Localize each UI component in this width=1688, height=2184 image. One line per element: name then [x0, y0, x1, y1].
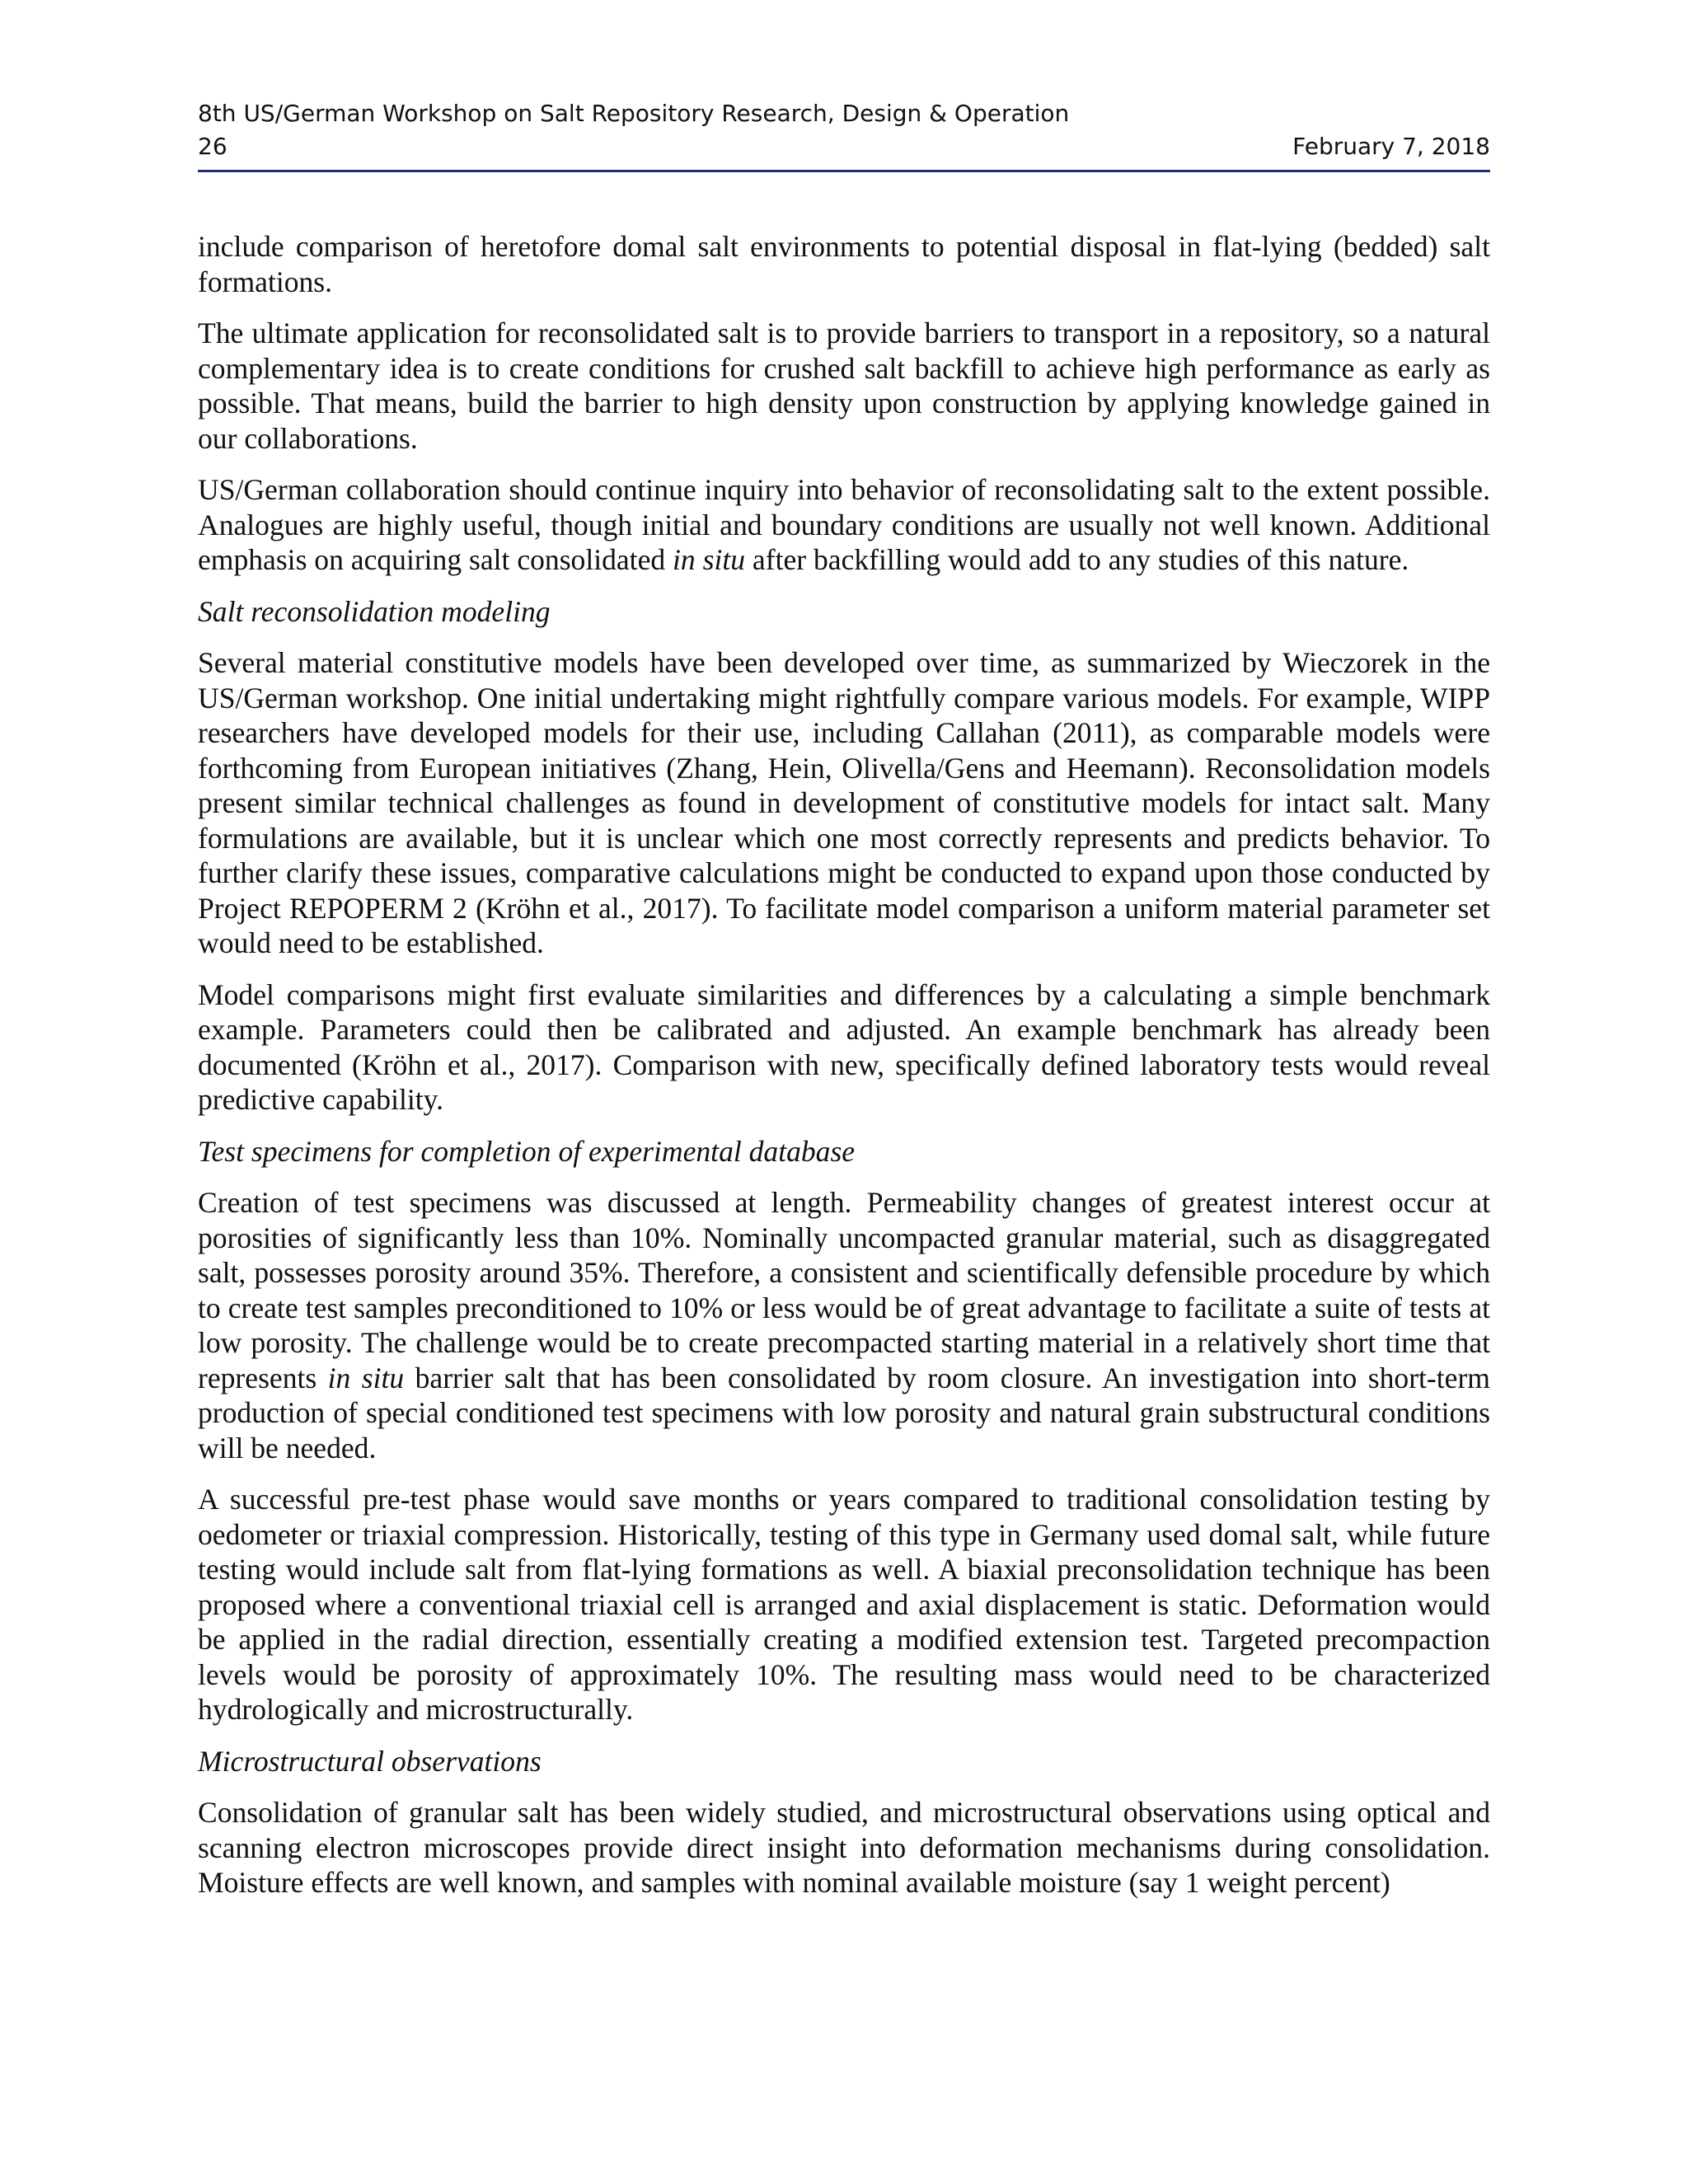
italic-term: in situ — [673, 543, 746, 576]
header-date: February 7, 2018 — [1292, 133, 1490, 160]
paragraph: include comparison of heretofore domal salt environments to potential disposal in flat-lying (bedded) salt formations. — [198, 230, 1490, 298]
paragraph: Consolidation of granular salt has been widely studied, and microstructural observations using optical and scanning electron microscopes provide direct insight into deformation mechanisms during consolidation. Moisture effects are well known, and samples with nominal available moisture (say 1 weight percent) — [198, 1796, 1490, 1899]
page-header — [198, 97, 1490, 163]
paragraph: Model comparisons might first evaluate similarities and differences by a calculating a simple benchmark example. Parameters could then be calibrated and adjusted. An example benchmark has already been documented (Kröhn et al., 2017). Comparison with new, specifically defined laboratory tests would reveal predictive capability. — [198, 977, 1490, 1116]
section-heading: Test specimens for completion of experimental database — [198, 1134, 856, 1168]
paragraph — [198, 1185, 1490, 1465]
header-row — [198, 130, 1490, 163]
section-heading: Microstructural observations — [198, 1744, 542, 1778]
paragraph: The ultimate application for reconsolidated salt is to provide barriers to transport in a repository, so a natural complementary idea is to create conditions for crushed salt backfill to achieve high performance as early as possible. That means, build the barrier to high density upon construction by applying knowledge gained in our collaborations. — [198, 316, 1490, 455]
section-heading: Salt reconsolidation modeling — [198, 594, 551, 628]
text-run: US/German collaboration should continue inquiry into behavior of reconsolidating salt to the extent possible. Analogues are highly useful, though initial and boundary conditions are usually not well known. Additional emphasis on acquiring salt consolidated — [198, 473, 1490, 576]
body-text — [198, 229, 1490, 1917]
workshop-title: 8th US/German Workshop on Salt Repository Research, Design & Operation — [198, 100, 1070, 127]
italic-term: in situ — [327, 1361, 405, 1394]
paragraph: Several material constitutive models have been developed over time, as summarized by Wieczorek in the US/German workshop. One initial undertaking might rightfully compare various models. For example, WIPP researchers have developed models for their use, including Callahan (2011), as comparable models were forthcoming from European initiatives (Zhang, Hein, Olivella/Gens and Heemann). Reconsolidation models present similar technical challenges as found in development of constitutive models for intact salt. Many formulations are available, but it is unclear which one most correctly represents and predicts behavior. To further clarify these issues, comparative calculations might be conducted to expand upon those conducted by Project REPOPERM 2 (Kröhn et al., 2017). To facilitate model comparison a uniform material parameter set would need to be established. — [198, 646, 1490, 959]
text-run: barrier salt that has been consolidated by room closure. An investigation into short-term production of special conditioned test specimens with low porosity and natural grain substructural conditions will be needed. — [198, 1361, 1490, 1465]
header-rule — [198, 170, 1490, 172]
text-run: after backfilling would add to any studies of this nature. — [745, 543, 1409, 576]
paragraph — [198, 472, 1490, 578]
text-run: Creation of test specimens was discussed at length. Permeability changes of greatest interest occur at porosities of significantly less than 10%. Nominally uncompacted granular material, such as disaggregated salt, possesses porosity around 35%. Therefore, a consistent and scientifically defensible procedure by which to create test samples preconditioned to 10% or less would be of great advantage to facilitate a suite of tests at low porosity. The challenge would be to create precompacted starting material in a relatively short time that represents — [198, 1186, 1490, 1394]
paragraph: A successful pre-test phase would save months or years compared to traditional consolidation testing by oedometer or triaxial compression. Historically, testing of this type in Germany used domal salt, while future testing would include salt from flat-lying formations as well. A biaxial preconsolidation technique has been proposed where a conventional triaxial cell is arranged and axial displacement is static. Deformation would be applied in the radial direction, essentially creating a modified extension test. Targeted precompaction levels would be porosity of approximately 10%. The resulting mass would need to be characterized hydrologically and microstructurally. — [198, 1483, 1490, 1726]
page-number: 26 — [198, 133, 227, 160]
